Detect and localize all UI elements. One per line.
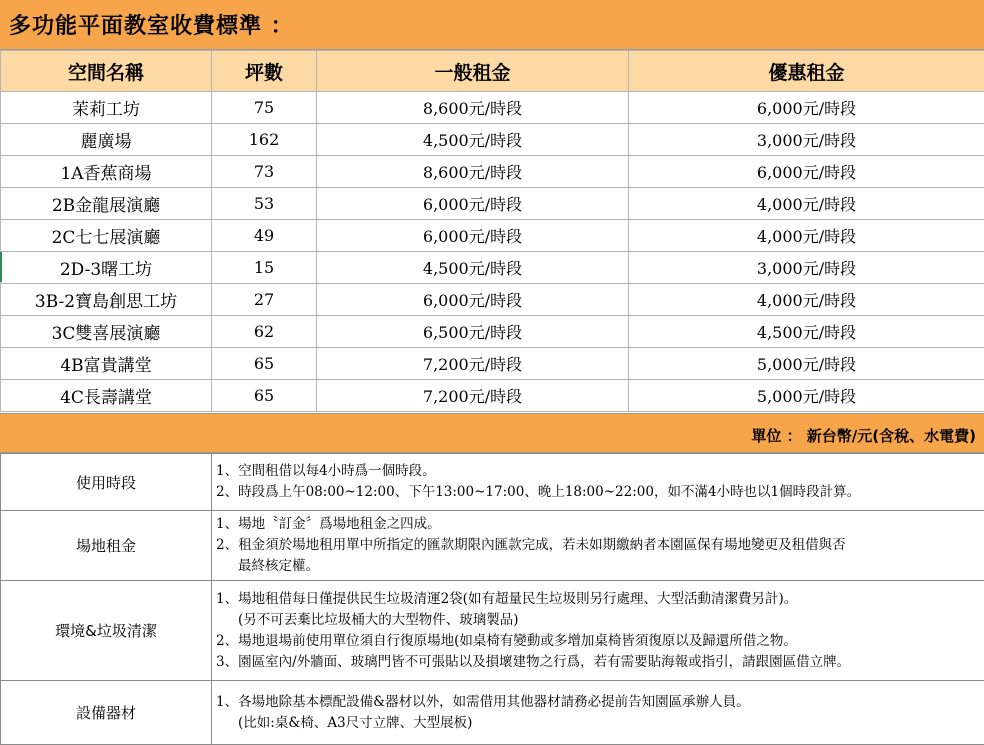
cell-area: 75 [212,92,317,124]
table-row [1,380,984,412]
rule-label: 環境&垃圾清潔 [1,581,212,681]
cell-regular-rent: 4,500元/時段 [317,124,629,156]
table-row [1,92,984,124]
cell-space-name: 1A香蕉商場 [1,156,212,188]
column-header-discount-rent: 優惠租金 [629,51,984,92]
table-row [1,316,984,348]
cell-space-name: 麗廣場 [1,124,212,156]
unit-note: 單位 ： 新台幣/元(含稅、水電費) [751,425,976,446]
table-row [1,252,984,284]
header-row [1,51,984,92]
cell-space-name: 3C雙喜展演廳 [1,316,212,348]
rule-row [1,681,984,745]
rule-line: 1、空間租借以每4小時爲一個時段。 [216,461,984,482]
cell-space-name: 2B金龍展演廳 [1,188,212,220]
cell-regular-rent: 7,200元/時段 [317,380,629,412]
rule-row [1,511,984,581]
column-header-space-name: 空間名稱 [1,51,212,92]
cell-regular-rent: 7,200元/時段 [317,348,629,380]
cell-area: 53 [212,188,317,220]
cell-discount-rent: 6,000元/時段 [629,92,984,124]
cell-regular-rent: 4,500元/時段 [317,252,629,284]
unit-bar [0,413,984,453]
row-marker [0,252,2,282]
rule-line: 3、園區室內/外牆面、玻璃門皆不可張貼以及損壞建物之行爲，若有需要貼海報或指引，請跟園區借立牌。 [216,652,984,673]
table-row [1,124,984,156]
cell-discount-rent: 4,000元/時段 [629,220,984,252]
column-header-regular-rent: 一般租金 [317,51,629,92]
rule-line: 1、各場地除基本標配設備&器材以外，如需借用其他器材請務必提前告知園區承辦人員。 [216,692,984,713]
cell-space-name: 3B-2寶島創思工坊 [1,284,212,316]
table-row [1,188,984,220]
cell-space-name: 2C七七展演廳 [1,220,212,252]
cell-discount-rent: 3,000元/時段 [629,124,984,156]
rule-body [212,511,984,581]
rule-line: (另不可丟棄比垃圾桶大的大型物件、玻璃製品) [216,610,984,631]
cell-discount-rent: 4,000元/時段 [629,188,984,220]
cell-regular-rent: 8,600元/時段 [317,156,629,188]
cell-regular-rent: 6,000元/時段 [317,220,629,252]
cell-area: 73 [212,156,317,188]
cell-area: 65 [212,348,317,380]
rule-line: 2、租金須於場地租用單中所指定的匯款期限內匯款完成，若未如期繳納者本園區保有場地變更及租借與否 [216,535,984,556]
rule-body [212,581,984,681]
cell-space-name: 4B富貴講堂 [1,348,212,380]
cell-regular-rent: 6,000元/時段 [317,284,629,316]
column-header-area: 坪數 [212,51,317,92]
cell-discount-rent: 5,000元/時段 [629,348,984,380]
page-title: 多功能平面教室收費標準 ： [9,9,294,40]
cell-area: 27 [212,284,317,316]
rule-label: 使用時段 [1,454,212,511]
rules-table-body [1,454,984,745]
cell-area: 62 [212,316,317,348]
rule-label: 設備器材 [1,681,212,745]
cell-regular-rent: 6,000元/時段 [317,188,629,220]
table-row [1,220,984,252]
table-row [1,284,984,316]
rate-table-body [1,92,984,412]
rule-line: 2、時段爲上午08:00~12:00、下午13:00~17:00、晚上18:00~22:00，如不滿4小時也以1個時段計算。 [216,482,984,503]
cell-discount-rent: 5,000元/時段 [629,380,984,412]
cell-space-name: 4C長壽講堂 [1,380,212,412]
cell-regular-rent: 6,500元/時段 [317,316,629,348]
table-row [1,348,984,380]
rule-label: 場地租金 [1,511,212,581]
cell-regular-rent: 8,600元/時段 [317,92,629,124]
cell-discount-rent: 3,000元/時段 [629,252,984,284]
cell-discount-rent: 4,500元/時段 [629,316,984,348]
cell-area: 15 [212,252,317,284]
cell-area: 49 [212,220,317,252]
rule-line: (比如:桌&椅、A3尺寸立牌、大型展板) [216,713,984,734]
rate-table [0,50,984,412]
rule-body [212,454,984,511]
rule-row [1,581,984,681]
rules-table [0,453,984,745]
rule-line: 最終核定權。 [216,556,984,577]
rule-body [212,681,984,745]
title-bar [0,0,984,50]
rule-row [1,454,984,511]
cell-discount-rent: 4,000元/時段 [629,284,984,316]
rule-line: 2、場地退場前使用單位須自行復原場地(如桌椅有變動或多增加桌椅皆須復原以及歸還所借之物。 [216,631,984,652]
cell-area: 65 [212,380,317,412]
rule-line: 1、場地租借每日僅提供民生垃圾清運2袋(如有超量民生垃圾則另行處理、大型活動清潔費另計)。 [216,589,984,610]
cell-discount-rent: 6,000元/時段 [629,156,984,188]
cell-space-name: 茉莉工坊 [1,92,212,124]
table-row [1,156,984,188]
cell-space-name: 2D-3曙工坊 [1,252,212,284]
cell-area: 162 [212,124,317,156]
rule-line: 1、場地〝訂金〞爲場地租金之四成。 [216,514,984,535]
